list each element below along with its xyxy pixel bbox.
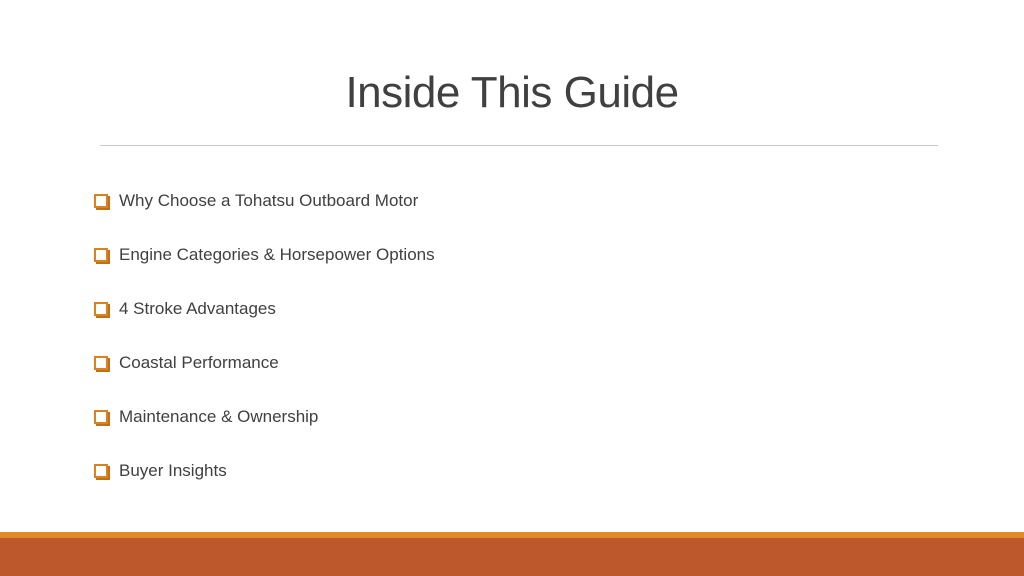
- bullet-item: [94, 405, 318, 429]
- bullet-label: Engine Categories & Horsepower Options: [119, 245, 435, 264]
- bullet-label: Coastal Performance: [119, 353, 279, 372]
- checkbox-bullet-icon: [94, 356, 108, 370]
- bullet-item: [94, 243, 435, 267]
- bullet-item: [94, 351, 279, 375]
- bullet-label: Maintenance & Ownership: [119, 407, 319, 426]
- checkbox-bullet-icon: [94, 302, 108, 316]
- bullet-item: [94, 297, 276, 321]
- checkbox-bullet-icon: [94, 410, 108, 424]
- bullet-label: Why Choose a Tohatsu Outboard Motor: [119, 191, 419, 210]
- checkbox-bullet-icon: [94, 464, 108, 478]
- bullet-item: [94, 189, 418, 213]
- checkbox-bullet-icon: [94, 248, 108, 262]
- bullet-label: Buyer Insights: [119, 461, 227, 480]
- slide-title: Inside This Guide: [345, 68, 679, 117]
- bullet-label: 4 Stroke Advantages: [119, 299, 276, 318]
- checkbox-bullet-icon: [94, 194, 108, 208]
- footer-band: [0, 538, 1024, 576]
- bullet-item: [94, 459, 227, 483]
